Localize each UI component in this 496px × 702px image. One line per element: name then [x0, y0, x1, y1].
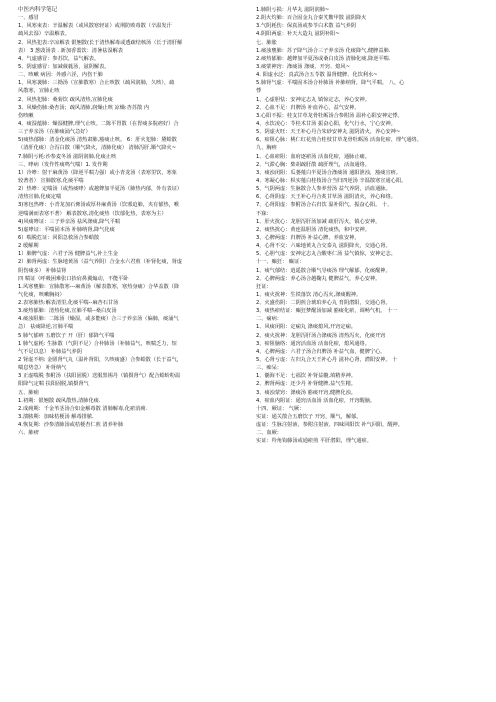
right-text-line: 4、瘀血内阻证：通窍活血汤 活血化瘀，开窍醒脑。 [256, 397, 376, 404]
left-text-line: 3.痰热郁肺：清热化痰,宣肺平喘--桑白皮汤 [18, 308, 117, 315]
right-text-line: 1、心虚胆怯：安神定志丸 镇惊定志，养心安神。 [256, 96, 370, 103]
right-text-line: 1、心血瘀阻：血府逐瘀汤 活血化瘀，通脉止痛。 [256, 153, 370, 160]
right-text-line: 2、心血不足：归脾汤 补血养心，益气安神。 [256, 104, 360, 111]
right-text-line: 3、瘀阻脑络：通窍活血汤 活血化瘀，熄风通络。 [256, 340, 370, 347]
left-text-line: 1、风寒束表：辛温解表（或风散寒轻证）或荆防败毒散（辛温发汗 [18, 23, 172, 30]
right-text-line: 1.痰浊壅肺：苏子降气汤合三子养亲汤 化痰降气,健脾益肺. [256, 47, 391, 54]
right-text-line: 二、血厥： [256, 430, 282, 437]
left-text-line: 气化痰，咳嗽胸闷） [18, 291, 65, 298]
left-text-line: 3 正虚喘脱 参附汤（扶阳固脱）送服黑锡丹（镇摄肾气）配合蛤蚧粉温 [18, 373, 181, 380]
right-text-line: 不寐： [256, 210, 272, 217]
right-text-line: 6、瘀阻心脉：桃仁红花煎合桂枝甘草龙骨牡蛎汤 活血化瘀、理气通络。 [256, 137, 422, 144]
right-text-line: 7、心肾阳虚：参附汤合右归饮 温补阳气，振奋心阳。 十、 [256, 202, 393, 209]
left-text-line: 二、咳嗽 病因：外感六淫，内伤干肺 [18, 72, 103, 79]
right-text-line: 虚证：生脉注射液、参附注射液、四味回阳饮 补气回阳，醒神。 [256, 422, 403, 429]
left-text-line: 气不足以息） 补肺益气养阴 [18, 348, 82, 355]
left-text-line: 三、哮病（发作性痰鸣气喘）1. 发作期 [18, 161, 108, 168]
right-text-line: 1、风痰闭阻：定痫丸 涤痰熄风,开窍定痫。 [256, 324, 356, 331]
left-text-line: 较著者） 宣肺散寒,化痰平喘 [18, 177, 84, 184]
left-text-line: 7.肺阴亏耗:沙参麦冬汤 滋阴润肺,化痰止咳 [18, 153, 117, 160]
right-text-line: 实证：羚角钩藤汤或通瘀煎 平肝潜阳，理气通瘀。 [256, 438, 372, 445]
left-text-line: 4、痰湿蕴肺：燥湿健脾,理气止咳。二陈平胃散（在胃痰多脘痞好）合 [18, 120, 179, 127]
left-column [18, 6, 250, 437]
left-text-line: 清热宣肺,化痰定喘 [18, 194, 62, 201]
left-text-line: 4、气虚感冒：参苏饮，益气解表。 [18, 55, 100, 62]
left-text-line: 五、肺痈 [18, 389, 39, 396]
left-text-line: 喘息势急） 补肾纳气 [18, 365, 67, 372]
right-text-line: 4、水饮凌心：苓桂术甘汤 振奋心阳，化气行水，宁心安神。 [256, 120, 396, 127]
left-text-line: 三子养亲汤（在肺痰涌气急好） [18, 129, 91, 136]
left-text-line: 2、风热犯表:辛凉解表 银翘散(长于清热解毒或透疏结核汤（长于清肝解 [18, 39, 183, 46]
right-text-line: 1、髓海不足：七福饮 补肾益髓,填精养神。 [256, 373, 356, 380]
left-text-line: 2.成痈期：千金苇茎汤合如金解毒散 清肺解毒,化瘀消痈. [18, 405, 148, 412]
right-text-line: 3、心脾两虚：归脾汤 补益心脾，养血安神。 [256, 234, 360, 241]
right-text-line: 2、火盛伤阴：二阴煎合琥珀养心丸 育阴潜阳，交通心肾。 [256, 300, 391, 307]
left-text-line: 2、风热犯肺：桑菊饮 疏风清热,宣肺化痰 [18, 96, 113, 103]
left-text-line: 急） 祛痰降逆,宣肺平喘 [18, 324, 74, 331]
right-text-line: 十一、癫狂： 癫证： [256, 259, 305, 266]
left-text-line: 阳降气定喘 扶阳固脱,镇摄肾气 [18, 381, 89, 388]
left-text-line: 5)痰热郁肺：清金化痰汤 清热肃肺,豁痰止咳。 6：肝火犯肺：黛蛤散 [18, 137, 177, 144]
right-text-line: 5、心胆气虚：安神定志丸合酸枣仁汤 益气镇惊，安神定志。 [256, 251, 396, 258]
left-text-line: 疏风去湿）辛温解表。 [18, 31, 70, 38]
right-text-line: 1.肺阴亏损：月华丸 滋阴润肺~ [256, 7, 330, 13]
right-text-line: 2、痰火扰神：龙胆泻肝汤合涤痰汤 清热泻火，化痰开窍 [256, 332, 386, 339]
right-text-line: 3.痰蒙神窍：涤痰汤 涤痰、开窍、熄风~ [256, 63, 350, 70]
left-text-line: 1 肺气虚耗: 生脉散（气阴不足）合补肺汤（补肺益气，咳喘乏力，短 [18, 340, 177, 347]
right-text-line: 2.阴火灼肺：百合固金丸合秦艽鳖甲散 滋阴降火 [256, 15, 367, 22]
left-text-line: 3)寒包热哮：小青龙加石膏汤或厚朴麻黄汤（饮邪迫肺，夹有郁热，喉 [18, 202, 179, 209]
left-text-line: 一、感冒 [18, 15, 39, 22]
left-text-line: 4.痰浊阻肺：二陈汤（燥湿，或多能痰）合三子养亲汤（偏肺，痰涌气 [18, 316, 179, 323]
right-text-line: 七、肺胀 [256, 39, 277, 46]
right-text-line: 十四、厥证： 气厥： [256, 405, 305, 412]
right-text-line: 实证：通关散合五磨饮子 开窍，顺气，解郁。 [256, 414, 362, 421]
left-text-line: 中医内科学笔记 [18, 7, 58, 13]
left-text-line: 5 肺气郁痹 五磨饮子 开（肝）郁降气平喘 [18, 332, 115, 339]
right-text-line: 2.痰热郁肺：越婢加半夏汤或桑白皮汤 清肺化痰,降逆平喘. [256, 55, 391, 62]
right-text-line: 1、肝火扰心：龙胆泻肝汤加减 疏肝泻火，镇心安神。 [256, 218, 381, 225]
left-text-line: 四 喘证（呼吸困难张口抬肩鼻翼煽动，不能平卧 [18, 275, 129, 282]
right-text-line: 5.肺肾气虚：平喘固本汤合补肺汤 补肺纳肾，降气平喘。 八、心 [256, 80, 405, 87]
left-text-line: 6）喘脱危证：回阳急救汤合参蛤散 [18, 234, 100, 241]
right-text-line: 2、气滞心胸：柴胡疏肝散 疏肝理气，活血通络。 [256, 161, 370, 168]
left-text-line: 六、肺痨 [18, 430, 39, 437]
right-text-line: 5、阴虚火旺：天王补心丹合朱砂安神丸 滋阴清火，养心安神~ [256, 129, 401, 136]
right-text-line: 4.阴阳两虚：补天大造丸 滋阴补阳~ [256, 31, 340, 38]
right-text-line: 九、胸痹 [256, 145, 277, 152]
left-text-line: 2.表寒肺热:解表清里,化痰平喘--麻杏石甘汤 [18, 300, 119, 307]
right-text-line: 3.心阳不振：桂支甘草龙骨牡蛎汤合参附汤 温补心阳安神定悸。 [256, 112, 403, 119]
right-text-line: 3、痰浊闭阻：瓜蒌薤白半夏汤合涤痰汤 通阳泄浊，豁痰宣痹。 [256, 169, 402, 176]
left-text-line: 1.风寒壅肺：宣肺散寒---麻黄汤（解表散寒，寒热身痛）合华盖散（降 [18, 283, 180, 290]
right-text-line: 3.气阴耗伤：保真汤或参苓白术散 益气养阴 [256, 23, 356, 30]
left-text-line: 1）肺脾气虚：六君子汤 健脾益气,补土生金 [18, 251, 118, 258]
right-text-line: 4、寒凝心脉：枳实薤白桂枝汤合当归四逆汤 辛温散寒宣通心阳。 [256, 177, 407, 184]
right-text-line: 1、痰火扰神：生铁落饮 清心泻火,涤痰醒神。 [256, 291, 362, 298]
left-text-line: 4.恢复期：沙参清肺汤或桔梗杏仁煎 清养补肺 [18, 422, 124, 429]
right-text-line: 2、心脾两虚：养心汤合越鞠丸 健脾益气，养心安神。 [256, 275, 381, 282]
left-text-line: （清肝化痰）合泻白散（顺气降火，清肺化痰） 清肺泻肝,顺气降火~ [18, 145, 177, 152]
left-text-line: 2 缓解期 [18, 243, 39, 250]
right-text-line: 2、脾肾两虚：还少丹 补肾健脾,益气生精。 [256, 381, 356, 388]
right-text-line: 三、痴呆： [256, 365, 282, 372]
right-text-line: 4、心肾不交：六味地黄丸合交泰丸 滋阴降火，交通心肾。 [256, 243, 391, 250]
left-text-line: 4)风痰哮证：三子养亲汤 祛风涤痰,降气平喘 [18, 218, 120, 225]
left-text-line: 逆喘满而表寒不著） 解表散寒,清化痰热（饮郁化热，表寒为主） [18, 210, 167, 217]
left-text-line: 伤咳嗽 [18, 112, 34, 119]
left-text-line: 5、阴虚感冒：加减葳蕤汤，滋阴解表。 [18, 63, 110, 70]
right-text-line: 1、痰气郁结：逍遥散合顺气导痰汤 理气解郁，化痰醒神。 [256, 267, 391, 274]
left-text-line: 表） 3 葱豉汤表 . 新加香薷饮：清暑祛湿解表 [18, 47, 123, 54]
left-text-line: 3.溃脓期：加味桔梗汤 解毒排脓. [18, 414, 94, 421]
left-text-line: 1.初期：银翘散 疏风散热,清肺化痰. [18, 397, 101, 404]
right-text-line: 4. 阳虚水泛：真武汤合五苓散 温肾健脾、化饮利水~ [256, 72, 378, 79]
left-text-line: 5)虚哮证：平喘固本汤 补肺纳肾,降气化痰 [18, 226, 115, 233]
right-text-line: 悸 [256, 88, 262, 95]
right-text-line: 二、痫病： [256, 316, 282, 323]
right-text-line: 狂证： [256, 283, 272, 290]
left-text-line: 风散寒，宣肺止咳 [18, 88, 60, 95]
left-text-line: 1）冷哮：射干麻黄汤（降逆平喘力强）或小青龙汤（表寒里饮，寒象 [18, 169, 177, 176]
left-text-line: 1、风寒袭肺：三拗汤（宣肺散寒）合止咳散（疏风润肺，久咳），疏 [18, 80, 175, 87]
right-text-line: 6、心肾阴虚：天王补心丹合炙甘草汤 滋阴清火，养心和络。 [256, 194, 396, 201]
right-text-line: 4、心脾两虚：六君子汤合归脾汤 补益气血，健脾宁心。 [256, 348, 386, 355]
left-text-line: 2 肾虚不纳: 金匮肾气丸（温补肾阳，久咳痰盛）合参蛤散（长于益气， [18, 357, 182, 364]
left-text-line: 3、风燥伤肺:桑杏汤；疏风清肺,润燥止咳 凉燥:杏苏散 内 [18, 104, 150, 111]
right-text-line: 3、痰热瘀结证：癫狂梦醒汤加减 豁痰化瘀，调畅气机。 十一 [256, 308, 398, 315]
left-text-line: 2）热哮：定喘汤（或热痰哮）或越婢加半夏汤（肺热内郁，外有表证） [18, 186, 183, 193]
right-text-line: 3、痰浊蒙窍：涤痰汤 豁痰开窍,健脾化浊。 [256, 389, 356, 396]
right-column [256, 6, 484, 446]
left-text-line: 阴伤痰多） 补肺益肾 [18, 267, 67, 274]
left-text-line: 2）肺肾两虚：生脉地黄汤（益气养阴）合金水六君煎（补肾化痰，肾虚 [18, 259, 183, 266]
right-text-line: 5、气阴两虚：生脉散合人参养营汤 益气养阴，活血通脉。 [256, 186, 391, 193]
right-text-line: 5、心肾亏虚：左归丸合天王补心丹 滋补心肾，潜阳安神。 十 [256, 357, 398, 364]
right-text-line: 2、痰热扰心：黄连温胆汤 清化痰热，和中安神。 [256, 226, 370, 233]
